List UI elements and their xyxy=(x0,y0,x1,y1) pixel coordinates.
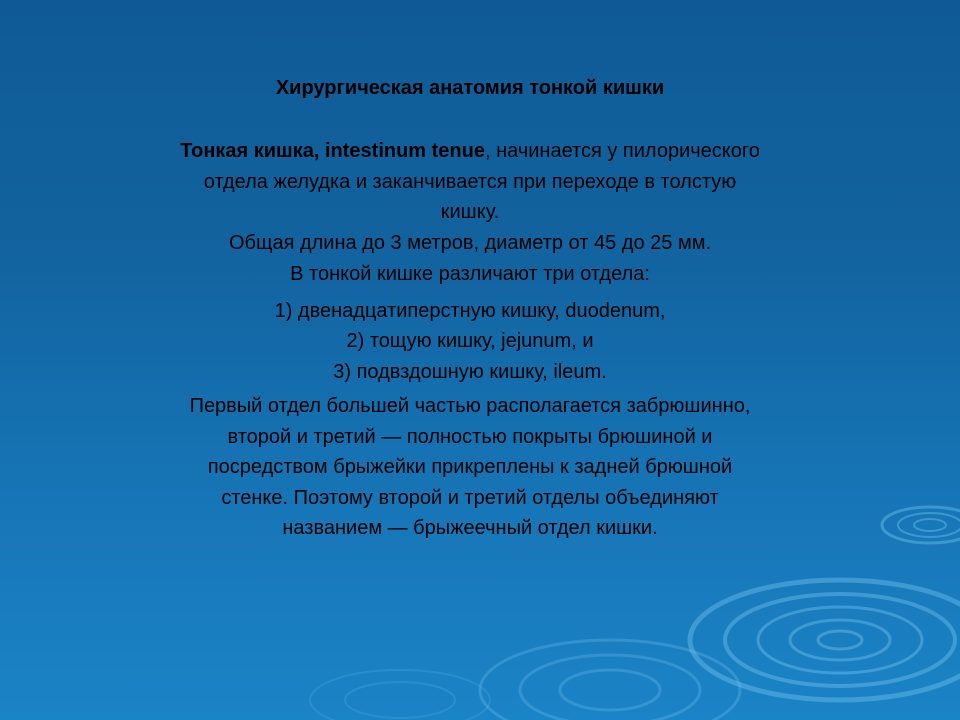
paragraph-length xyxy=(60,228,880,289)
length-line-1: Общая длина до 3 метров, диаметр от 45 до 25 мм. xyxy=(228,232,712,254)
sections-line-2: второй и третий — полностью покрыты брюшиной и xyxy=(227,425,713,448)
intro-line-1-rest: , начинается у пилорического xyxy=(484,140,760,162)
list-item: 3) подвздошную кишку, ileum. xyxy=(333,361,607,383)
paragraph-intro xyxy=(60,136,880,228)
slide-title: Хирургическая анатомия тонкой кишки xyxy=(275,77,665,99)
sections-line-5: названием — брыжеечный отдел кишки. xyxy=(282,517,658,539)
sections-line-3: посредством брыжейки прикреплены к задней брюшной xyxy=(207,456,733,478)
paragraph-sections xyxy=(60,391,880,544)
length-line-2: В тонкой кишке различают три отдела: xyxy=(290,262,650,285)
intro-line-1 xyxy=(60,136,880,167)
list-item: 1) двенадцатиперстную кишку, duodenum, xyxy=(274,300,666,322)
sections-line-4: стенке. Поэтому второй и третий отделы объединяют xyxy=(221,486,719,509)
sections-line-1: Первый отдел большей частью располагается забрюшинно, xyxy=(189,395,751,417)
term-bold: Тонкая кишка, intestinum tenue xyxy=(180,140,485,162)
intro-line-2: отдела желудка и заканчивается при переходе в толстую xyxy=(203,170,737,193)
intro-line-3: кишку. xyxy=(440,201,500,223)
list-item: 2) тощую кишку, jejunum, и xyxy=(346,330,594,352)
